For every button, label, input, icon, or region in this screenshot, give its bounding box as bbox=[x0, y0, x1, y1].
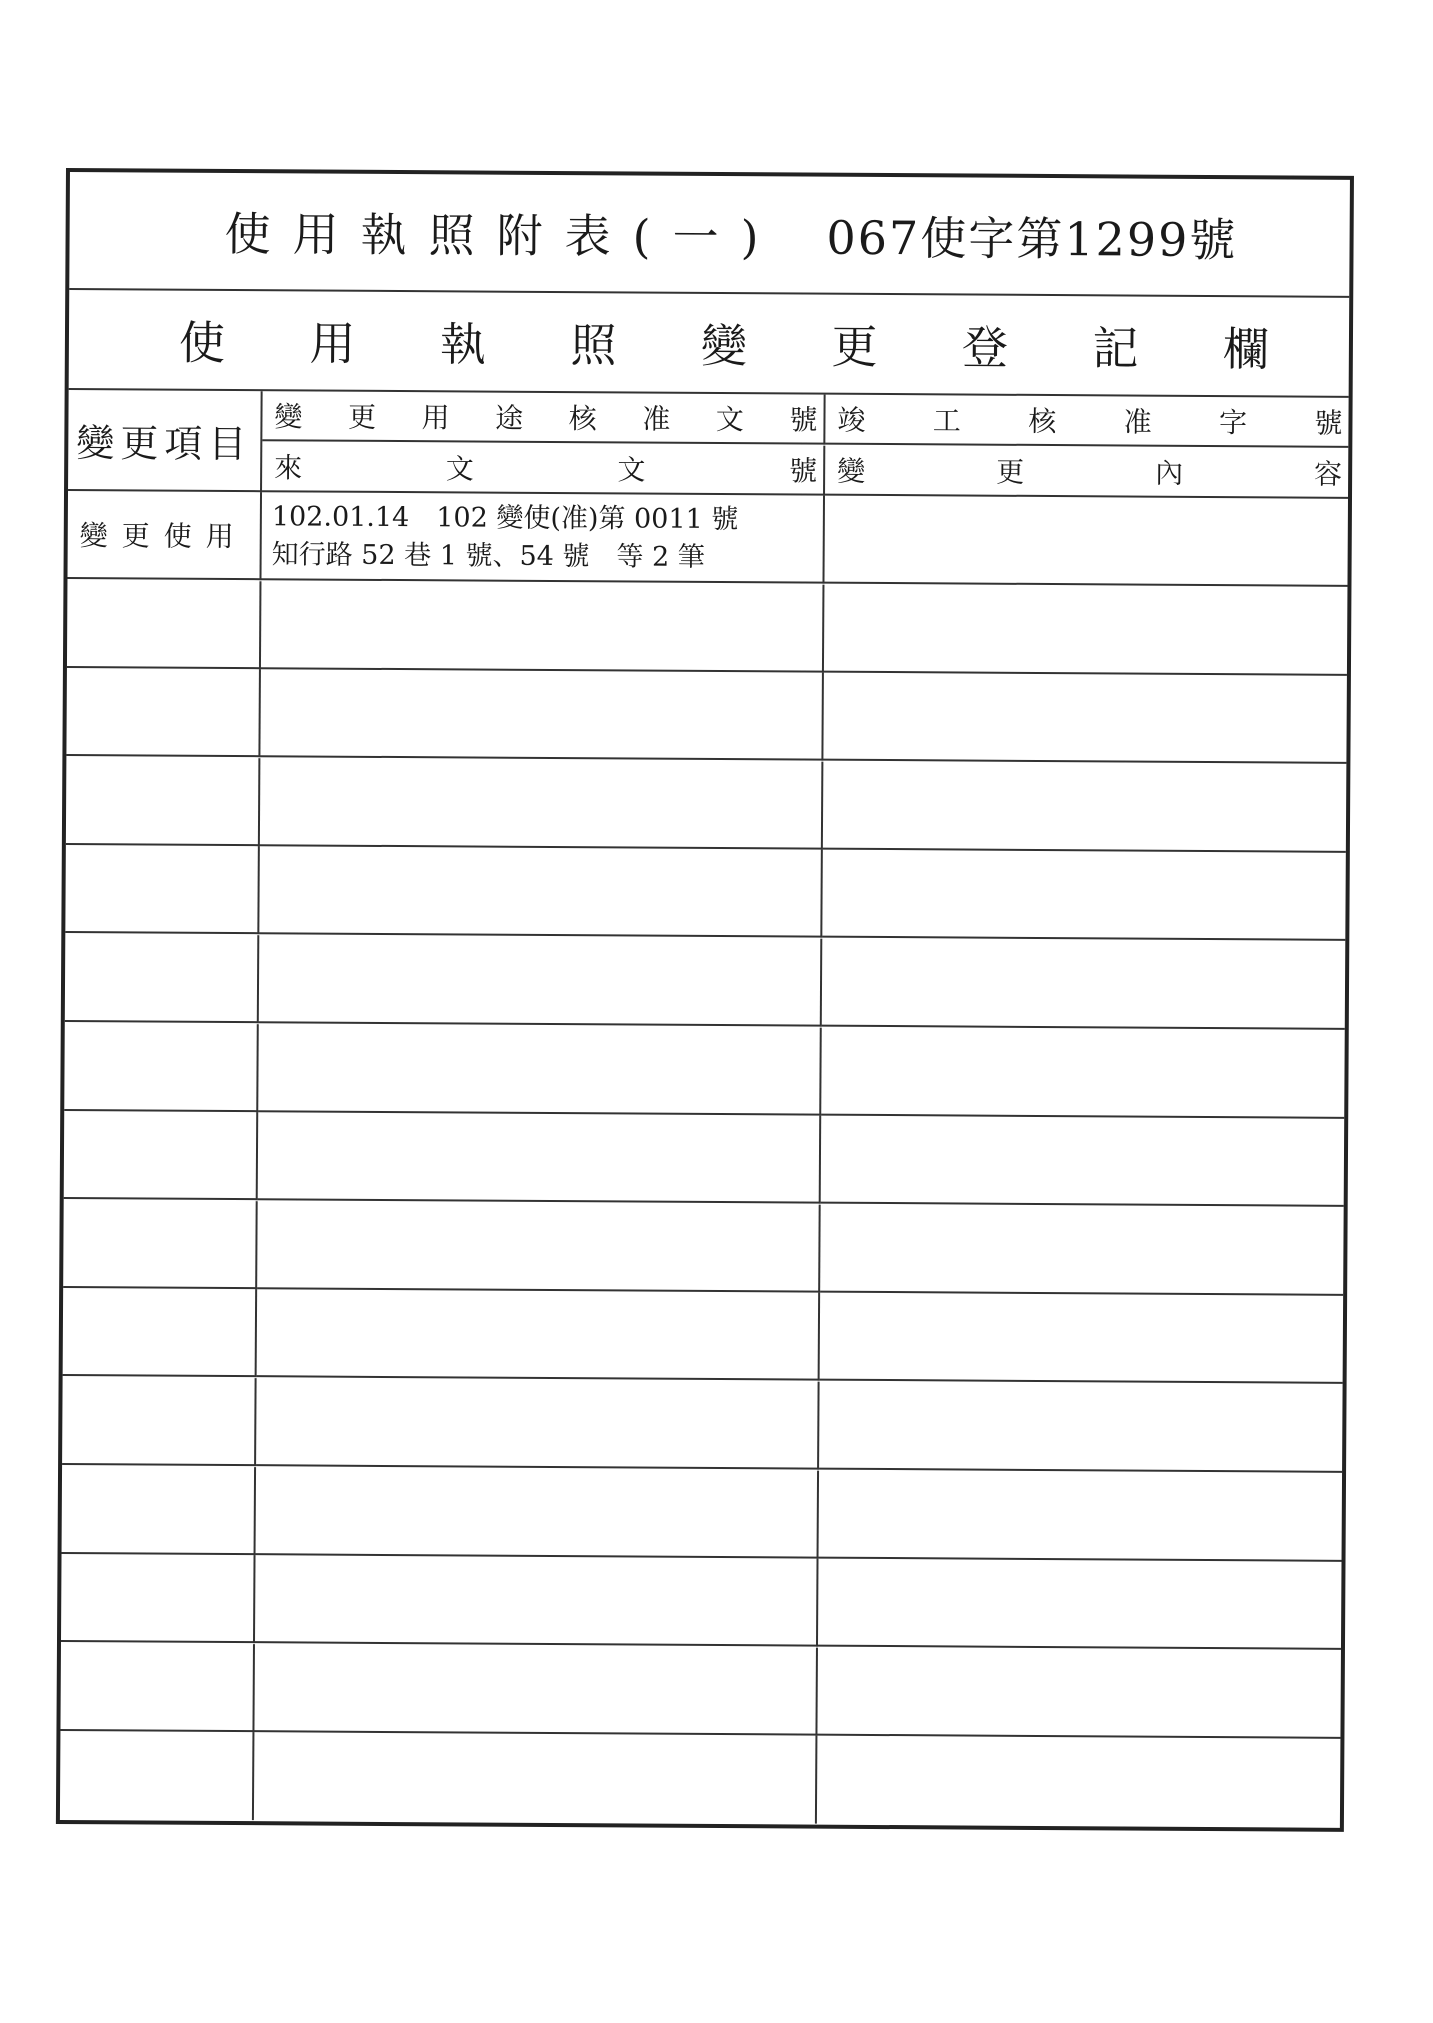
header-char: 容 bbox=[1314, 457, 1343, 491]
header-char: 更 bbox=[996, 455, 1025, 489]
row-document-number bbox=[257, 1290, 821, 1381]
header-approval-doc bbox=[262, 391, 825, 444]
row-doc-line bbox=[264, 1739, 805, 1742]
row-document-number bbox=[254, 1733, 818, 1824]
row-change-content bbox=[821, 1027, 1345, 1118]
row-document-number bbox=[256, 1378, 820, 1469]
row-document-number bbox=[259, 847, 823, 938]
row-change-content bbox=[823, 673, 1347, 764]
row-doc-line bbox=[267, 1384, 808, 1387]
row-doc-line: 知行路 52 巷 1 號、54 號 等 2 筆 bbox=[271, 539, 705, 574]
header-char: 准 bbox=[1123, 405, 1152, 439]
header-char: 變 bbox=[274, 400, 303, 434]
row-change-content bbox=[822, 939, 1346, 1030]
row-document-number bbox=[260, 758, 824, 849]
row-change-item bbox=[63, 1200, 258, 1289]
row-document-number bbox=[257, 1201, 821, 1292]
row-doc-line bbox=[267, 1296, 808, 1299]
row-doc-line bbox=[264, 1739, 805, 1742]
row-doc-line bbox=[266, 1473, 807, 1476]
form-title-row bbox=[69, 172, 1350, 298]
row-doc-line bbox=[268, 1207, 809, 1210]
header-change-content bbox=[825, 445, 1348, 498]
header-char: 變 bbox=[837, 454, 866, 488]
row-doc-line bbox=[269, 1030, 810, 1033]
row-change-item bbox=[66, 757, 261, 846]
license-form bbox=[56, 168, 1354, 1832]
header-change-item: 變更項目 bbox=[68, 390, 263, 492]
row-change-content bbox=[817, 1647, 1341, 1738]
header-char: 途 bbox=[495, 401, 524, 435]
row-document-number bbox=[259, 935, 823, 1026]
row-document-number bbox=[255, 1555, 819, 1646]
row-doc-line bbox=[269, 941, 810, 944]
row-change-content bbox=[824, 584, 1348, 675]
row-change-item bbox=[62, 1466, 257, 1555]
row-change-content bbox=[818, 1559, 1342, 1650]
change-register-table bbox=[60, 390, 1349, 1828]
row-document-number bbox=[258, 1112, 822, 1203]
subtitle-char: 使 bbox=[178, 315, 226, 370]
row-doc-line bbox=[270, 853, 811, 856]
row-change-item bbox=[60, 1643, 255, 1732]
subtitle-char: 記 bbox=[1092, 321, 1139, 376]
header-char: 號 bbox=[1314, 406, 1343, 440]
row-doc-line bbox=[271, 676, 812, 679]
row-change-item bbox=[60, 1731, 255, 1820]
header-completion-number bbox=[825, 395, 1348, 448]
row-document-number bbox=[260, 670, 824, 761]
header-char: 文 bbox=[445, 451, 474, 486]
row-doc-line bbox=[269, 941, 810, 944]
row-doc-line bbox=[269, 1030, 810, 1033]
row-change-content bbox=[819, 1382, 1343, 1473]
header-char: 字 bbox=[1218, 406, 1248, 440]
row-change-item bbox=[62, 1377, 257, 1466]
row-doc-line bbox=[270, 853, 811, 856]
row-change-content bbox=[817, 1736, 1341, 1827]
header-char: 號 bbox=[789, 454, 818, 488]
header-char: 更 bbox=[347, 400, 377, 434]
row-doc-line bbox=[270, 764, 811, 767]
row-document-number bbox=[256, 1467, 820, 1558]
subtitle-char: 登 bbox=[961, 320, 1009, 375]
header-char: 內 bbox=[1155, 456, 1184, 490]
header-char: 竣 bbox=[837, 403, 866, 437]
row-change-item: 變更使用 bbox=[67, 491, 262, 580]
row-doc-line bbox=[265, 1561, 806, 1564]
row-doc-line bbox=[267, 1384, 808, 1387]
header-char: 文 bbox=[617, 452, 646, 487]
row-change-item bbox=[64, 1023, 259, 1112]
row-doc-line bbox=[266, 1473, 807, 1476]
row-change-item bbox=[63, 1288, 258, 1377]
subtitle-char: 照 bbox=[570, 318, 617, 373]
row-doc-line bbox=[268, 1207, 809, 1210]
row-change-content bbox=[822, 850, 1346, 941]
row-change-item bbox=[64, 1111, 259, 1200]
header-char: 號 bbox=[789, 403, 818, 437]
form-subtitle-row bbox=[69, 290, 1350, 398]
row-doc-line bbox=[268, 1119, 809, 1122]
header-char: 核 bbox=[568, 402, 597, 436]
row-change-content bbox=[820, 1204, 1344, 1295]
row-doc-line bbox=[265, 1650, 806, 1653]
row-change-item bbox=[61, 1554, 256, 1643]
header-char: 工 bbox=[932, 404, 961, 438]
row-change-content bbox=[823, 762, 1347, 853]
row-change-content bbox=[820, 1293, 1344, 1384]
row-change-content bbox=[821, 1116, 1345, 1207]
row-doc-line bbox=[271, 676, 812, 679]
license-number: 067使字第1299號 bbox=[826, 210, 1238, 268]
row-change-item bbox=[65, 845, 260, 934]
row-doc-line bbox=[265, 1650, 806, 1653]
row-doc-line bbox=[268, 1119, 809, 1122]
row-change-content bbox=[824, 496, 1348, 587]
subtitle-char: 欄 bbox=[1222, 322, 1270, 377]
row-document-number bbox=[258, 1024, 822, 1115]
header-char: 來 bbox=[274, 450, 303, 485]
row-doc-line bbox=[270, 764, 811, 767]
subtitle-char: 更 bbox=[831, 319, 878, 374]
header-char: 文 bbox=[715, 402, 744, 437]
row-document-number bbox=[261, 581, 825, 672]
row-doc-line: 102.01.14 102 變使(准)第 0011 號 bbox=[271, 501, 739, 536]
header-char: 核 bbox=[1028, 404, 1057, 439]
row-change-item bbox=[65, 934, 260, 1023]
row-doc-line bbox=[271, 587, 812, 590]
row-change-item bbox=[66, 668, 261, 757]
form-title: 使用執照附表(一) bbox=[224, 206, 781, 265]
row-change-content bbox=[819, 1470, 1343, 1561]
subtitle-char: 用 bbox=[309, 316, 356, 371]
header-char: 用 bbox=[421, 401, 450, 435]
subtitle-char: 變 bbox=[700, 318, 748, 374]
row-doc-line bbox=[271, 587, 812, 590]
row-doc-line bbox=[265, 1561, 806, 1564]
row-document-number bbox=[261, 492, 825, 583]
row-change-item bbox=[67, 580, 262, 669]
row-doc-line bbox=[267, 1296, 808, 1299]
row-document-number bbox=[254, 1644, 818, 1735]
subtitle-char: 執 bbox=[439, 317, 487, 372]
header-incoming-doc bbox=[262, 442, 825, 495]
header-char: 准 bbox=[642, 402, 671, 436]
